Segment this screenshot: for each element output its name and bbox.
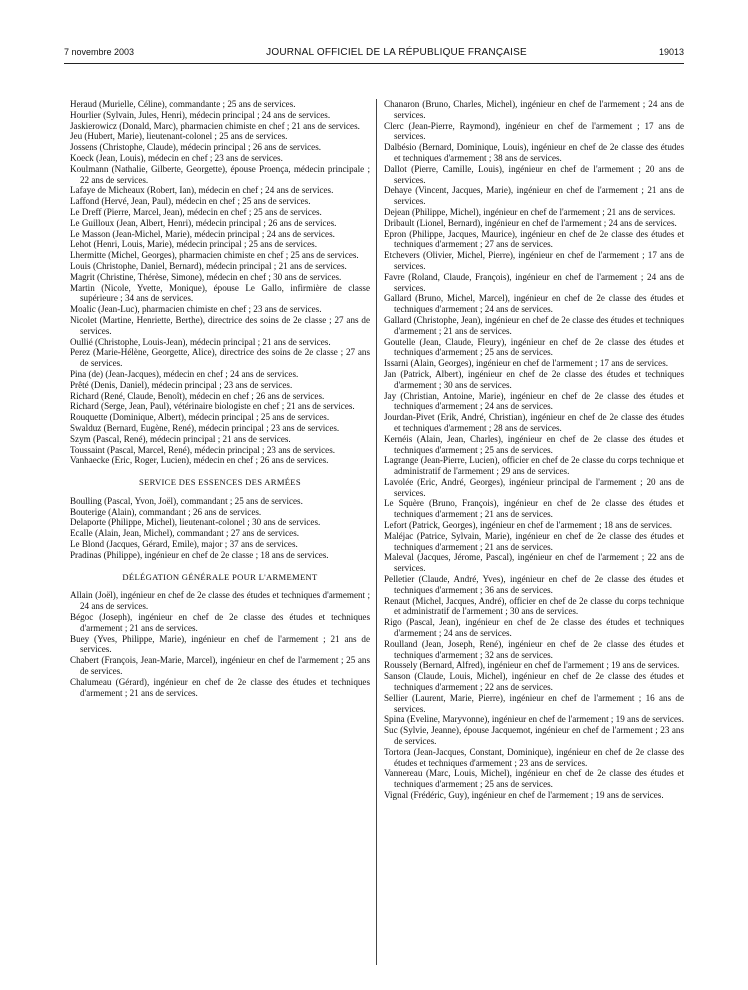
list-item: Ecalle (Alain, Jean, Michel), commandant ; 27 ans de services. bbox=[70, 528, 300, 539]
list-item: Jaskierowicz (Donald, Marc), pharmacien chimiste en chef ; 21 ans de services. bbox=[70, 120, 360, 131]
list-item: Le Squère (Bruno, François), ingénieur en chef de 2e classe des études et techniques d'armement ; 21 ans de services. bbox=[384, 498, 684, 520]
list-item: Delaporte (Philippe, Michel), lieutenant-colonel ; 30 ans de services. bbox=[70, 517, 321, 528]
entries-list-d bbox=[384, 99, 684, 801]
list-item: Spina (Eveline, Maryvonne), ingénieur en chef de l'armement ; 19 ans de services. bbox=[384, 714, 684, 725]
list-item: Lafaye de Micheaux (Robert, Ian), médecin en chef ; 24 ans de services. bbox=[70, 185, 334, 196]
list-item: Perez (Marie-Hélène, Georgette, Alice), directrice des soins de 2e classe ; 27 ans de services. bbox=[70, 347, 370, 369]
entries-list-a bbox=[70, 99, 370, 466]
list-item: Vannereau (Marc, Louis, Michel), ingénieur en chef de 2e classe des études et techniques d'armement ; 25 ans de services. bbox=[384, 768, 684, 790]
list-item: Szym (Pascal, René), médecin principal ; 21 ans de services. bbox=[70, 433, 291, 444]
list-item: Kernéis (Alain, Jean, Charles), ingénieur en chef de 2e classe des études et techniques d'armement ; 25 ans de services. bbox=[384, 433, 684, 455]
list-item: Oullié (Christophe, Louis-Jean), médecin principal ; 21 ans de services. bbox=[70, 336, 331, 347]
list-item: Lhermitte (Michel, Georges), pharmacien chimiste en chef ; 25 ans de services. bbox=[70, 250, 359, 261]
section-title-essences: SERVICE DES ESSENCES DES ARMÉES bbox=[139, 477, 301, 488]
list-item: Lefort (Patrick, Georges), ingénieur en chef de l'armement ; 18 ans de services. bbox=[384, 520, 673, 531]
left-column bbox=[70, 99, 370, 698]
list-item: Vignal (Frédéric, Guy), ingénieur en chef de l'armement ; 19 ans de services. bbox=[384, 790, 664, 800]
list-item: Gallard (Christophe, Jean), ingénieur en chef de 2e classe des études et techniques d'armement ; 21 ans de services. bbox=[384, 314, 684, 336]
list-item: Jeu (Hubert, Marie), lieutenant-colonel ; 25 ans de services. bbox=[70, 131, 288, 142]
header-date: 7 novembre 2003 bbox=[64, 47, 135, 57]
list-item: Roussely (Bernard, Alfred), ingénieur en chef de l'armement ; 19 ans de services. bbox=[384, 660, 680, 671]
list-item: Maleval (Jacques, Jérome, Pascal), ingénieur en chef de l'armement ; 22 ans de services. bbox=[384, 552, 684, 574]
list-item: Rouquette (Dominique, Albert), médecin principal ; 25 ans de services. bbox=[70, 412, 330, 423]
list-item: Moalic (Jean-Luc), pharmacien chimiste en chef ; 23 ans de services. bbox=[70, 304, 322, 315]
list-item: Jossens (Christophe, Claude), médecin principal ; 26 ans de services. bbox=[70, 142, 322, 153]
list-item: Jourdan-Pivet (Erik, André, Christian), ingénieur en chef de 2e classe des études et techniques d'armement ; 28 ans de services. bbox=[384, 412, 684, 433]
list-item: Le Blond (Jacques, Gérard, Emile), major ; 37 ans de services. bbox=[70, 539, 298, 550]
list-item: Epron (Philippe, Jacques, Maurice), ingénieur en chef de 2e classe des études et techniques d'armement ; 27 ans de services. bbox=[384, 228, 684, 250]
list-item: Laffond (Hervé, Jean, Paul), médecin en chef ; 25 ans de services. bbox=[70, 196, 311, 207]
journal-title: JOURNAL OFFICIEL DE LA RÉPUBLIQUE FRANÇAISE bbox=[266, 47, 527, 58]
list-item: Renaut (Michel, Jacques, André), officier en chef de 2e classe du corps technique et administratif de l'armement ; 30 ans de services. bbox=[384, 595, 684, 617]
list-item: Goutelle (Jean, Claude, Fleury), ingénieur en chef de 2e classe des études et techniques d'armement ; 25 ans de services. bbox=[384, 336, 684, 358]
list-item: Dallot (Pierre, Camille, Louis), ingénieur en chef de l'armement ; 20 ans de services. bbox=[384, 163, 684, 185]
list-item: Le Guilloux (Jean, Albert, Henri), médecin principal ; 26 ans de services. bbox=[70, 217, 337, 228]
list-item: Richard (René, Claude, Benoît), médecin en chef ; 26 ans de services. bbox=[70, 390, 325, 401]
header-rule bbox=[64, 63, 684, 64]
list-item: Chalumeau (Gérard), ingénieur en chef de 2e classe des études et techniques d'armement ; 21 ans de services. bbox=[70, 676, 370, 698]
list-item: Dejean (Philippe, Michel), ingénieur en chef de l'armement ; 21 ans de services. bbox=[384, 206, 676, 217]
list-item: Chanaron (Bruno, Charles, Michel), ingénieur en chef de l'armement ; 24 ans de services. bbox=[384, 99, 684, 120]
list-item: Etchevers (Olivier, Michel, Pierre), ingénieur en chef de l'armement ; 17 ans de services. bbox=[384, 250, 684, 271]
list-item: Louis (Christophe, Daniel, Bernard), médecin principal ; 21 ans de services. bbox=[70, 260, 347, 271]
list-item: Nicolet (Martine, Henriette, Berthe), directrice des soins de 2e classe ; 27 ans de services. bbox=[70, 314, 370, 336]
list-item: Buey (Yves, Philippe, Marie), ingénieur en chef de l'armement ; 21 ans de services. bbox=[70, 633, 370, 655]
list-item: Bouterige (Alain), commandant ; 26 ans de services. bbox=[70, 506, 262, 517]
list-item: Jay (Christian, Antoine, Marie), ingénieur en chef de 2e classe des études et techniques d'armement ; 24 ans de services. bbox=[384, 390, 684, 412]
entries-list-c bbox=[70, 590, 370, 698]
list-item: Martin (Nicole, Yvette, Monique), épouse Le Gallo, infirmière de classe supérieure ; 34 ans de services. bbox=[70, 282, 370, 304]
list-item: Koulmann (Nathalie, Gilberte, Georgette), épouse Proença, médecin principale ; 22 ans de services. bbox=[70, 163, 370, 185]
list-item: Heraud (Murielle, Céline), commandante ; 25 ans de services. bbox=[70, 99, 296, 109]
list-item: Favre (Roland, Claude, François), ingénieur en chef de l'armement ; 24 ans de services. bbox=[384, 271, 684, 293]
list-item: Vanhaecke (Eric, Roger, Lucien), médecin en chef ; 26 ans de services. bbox=[70, 455, 329, 466]
list-item: Hourlier (Sylvain, Jules, Henri), médecin principal ; 24 ans de services. bbox=[70, 109, 331, 120]
list-item: Dribault (Lionel, Bernard), ingénieur en chef de l'armement ; 24 ans de services. bbox=[384, 217, 677, 228]
list-item: Chabert (François, Jean-Marie, Marcel), ingénieur en chef de l'armement ; 25 ans de services. bbox=[70, 655, 370, 677]
list-item: Jan (Patrick, Albert), ingénieur en chef de 2e classe des études et techniques d'armement ; 30 ans de services. bbox=[384, 368, 684, 390]
list-item: Koeck (Jean, Louis), médecin en chef ; 23 ans de services. bbox=[70, 152, 283, 163]
section-title-dga: DÉLÉGATION GÉNÉRALE POUR L'ARMEMENT bbox=[122, 571, 318, 582]
list-item: Maléjac (Patrice, Sylvain, Marie), ingénieur en chef de 2e classe des études et techniques d'armement ; 21 ans de services. bbox=[384, 530, 684, 552]
list-item: Bégoc (Joseph), ingénieur en chef de 2e classe des études et techniques d'armement ; 21 ans de services. bbox=[70, 612, 370, 633]
list-item: Rigo (Pascal, Jean), ingénieur en chef de 2e classe des études et techniques d'armement ; 24 ans de services. bbox=[384, 617, 684, 639]
list-item: Le Dreff (Pierre, Marcel, Jean), médecin en chef ; 25 ans de services. bbox=[70, 206, 322, 217]
right-column bbox=[384, 99, 684, 801]
list-item: Clerc (Jean-Pierre, Raymond), ingénieur en chef de l'armement ; 17 ans de services. bbox=[384, 120, 684, 142]
page-header bbox=[64, 47, 684, 61]
list-item: Pelletier (Claude, André, Yves), ingénieur en chef de 2e classe des études et techniques d'armement ; 36 ans de services. bbox=[384, 574, 684, 595]
list-item: Lehot (Henri, Louis, Marie), médecin principal ; 25 ans de services. bbox=[70, 239, 317, 250]
list-item: Suc (Sylvie, Jeanne), épouse Jacquemot, ingénieur en chef de l'armement ; 23 ans de services. bbox=[384, 725, 684, 747]
list-item: Swalduz (Bernard, Eugène, René), médecin principal ; 23 ans de services. bbox=[70, 422, 340, 433]
list-item: Magrit (Christine, Thérèse, Simone), médecin en chef ; 30 ans de services. bbox=[70, 271, 342, 282]
list-item: Lagrange (Jean-Pierre, Lucien), officier en chef de 2e classe du corps technique et administratif de l'armement ; 29 ans de services. bbox=[384, 455, 684, 477]
list-item: Dehaye (Vincent, Jacques, Marie), ingénieur en chef de l'armement ; 21 ans de services. bbox=[384, 185, 684, 207]
list-item: Sellier (Laurent, Marie, Pierre), ingénieur en chef de l'armement ; 16 ans de services. bbox=[384, 692, 684, 714]
column-separator bbox=[376, 99, 377, 965]
list-item: Pina (de) (Jean-Jacques), médecin en chef ; 24 ans de services. bbox=[70, 368, 299, 379]
list-item: Toussaint (Pascal, Marcel, René), médecin principal ; 23 ans de services. bbox=[70, 444, 336, 455]
list-item: Boulling (Pascal, Yvon, Joël), commandant ; 25 ans de services. bbox=[70, 495, 303, 506]
list-item: Roulland (Jean, Joseph, René), ingénieur en chef de 2e classe des études et techniques d'armement ; 32 ans de services. bbox=[384, 638, 684, 660]
list-item: Pradinas (Philippe), ingénieur en chef de 2e classe ; 18 ans de services. bbox=[70, 549, 329, 560]
list-item: Issarni (Alain, Georges), ingénieur en chef de l'armement ; 17 ans de services. bbox=[384, 358, 669, 369]
list-item: Le Masson (Jean-Michel, Marie), médecin principal ; 24 ans de services. bbox=[70, 228, 335, 239]
list-item: Lavolée (Eric, André, Georges), ingénieur principal de l'armement ; 20 ans de services. bbox=[384, 476, 684, 498]
entries-list-b bbox=[70, 496, 370, 561]
list-item: Sanson (Claude, Louis, Michel), ingénieur en chef de 2e classe des études et techniques d'armement ; 22 ans de services. bbox=[384, 671, 684, 693]
page-number: 19013 bbox=[658, 47, 684, 57]
list-item: Gallard (Bruno, Michel, Marcel), ingénieur en chef de 2e classe des études et techniques d'armement ; 24 ans de services. bbox=[384, 293, 684, 315]
list-item: Tortora (Jean-Jacques, Constant, Dominique), ingénieur en chef de 2e classe des études et techniques d'armement ; 23 ans de services. bbox=[384, 746, 684, 768]
list-item: Allain (Joël), ingénieur en chef de 2e classe des études et techniques d'armement ; 24 ans de services. bbox=[70, 590, 370, 612]
list-item: Richard (Serge, Jean, Paul), vétérinaire biologiste en chef ; 21 ans de services. bbox=[70, 401, 355, 412]
list-item: Prêté (Denis, Daniel), médecin principal ; 23 ans de services. bbox=[70, 379, 293, 390]
list-item: Dalbésio (Bernard, Dominique, Louis), ingénieur en chef de 2e classe des études et techniques d'armement ; 38 ans de services. bbox=[384, 142, 684, 163]
